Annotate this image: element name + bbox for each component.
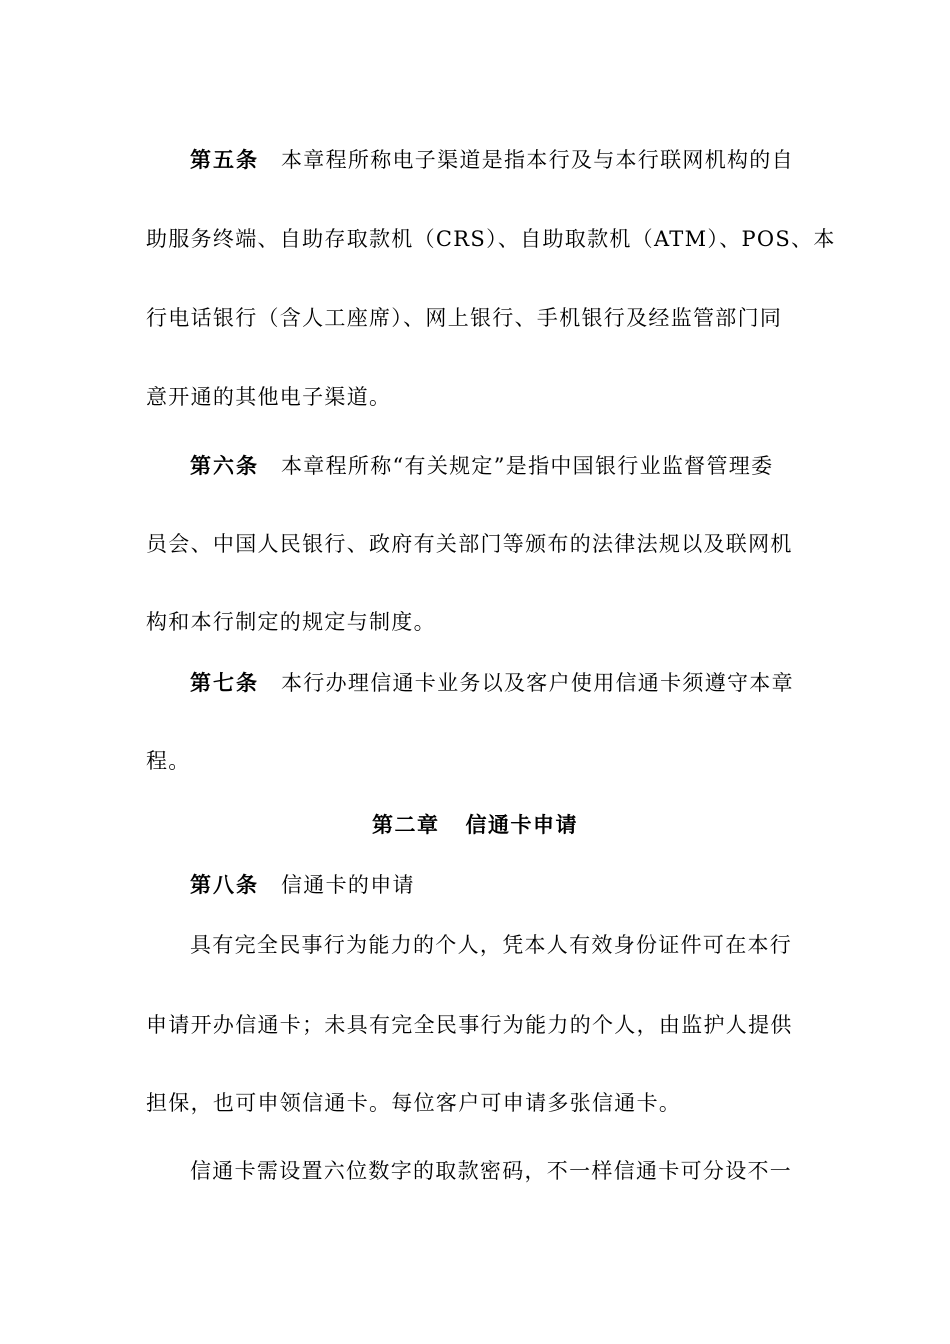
article-5-line-1 [190, 145, 794, 175]
article-7-line-1 [190, 668, 794, 698]
article-5-line-3: 行电话银行（含人工座席）、网上银行、手机银行及经监管部门同 [146, 306, 783, 330]
chapter-heading [0, 809, 950, 839]
article-5-label: 第五条 [190, 148, 259, 172]
article-8-p2-line-1: 信通卡需设置六位数字的取款密码，不一样信通卡可分设不一 [190, 1159, 793, 1183]
chapter-number: 第二章 [372, 813, 440, 837]
article-6-line-2: 员会、中国人民银行、政府有关部门等颁布的法律法规以及联网机 [146, 532, 793, 556]
article-8-p1-line-2: 申请开办信通卡；未具有完全民事行为能力的个人，由监护人提供 [146, 1013, 793, 1037]
article-5-text-1: 本章程所称电子渠道是指本行及与本行联网机构的自 [281, 148, 794, 172]
article-8-p1-line-1: 具有完全民事行为能力的个人，凭本人有效身份证件可在本行 [190, 933, 793, 957]
article-7-line-2: 程。 [146, 749, 191, 773]
article-6-text-1: 本章程所称“有关规定”是指中国银行业监督管理委 [281, 454, 774, 478]
article-5-line-4: 意开通的其他电子渠道。 [146, 385, 392, 409]
article-8-label: 第八条 [190, 873, 259, 897]
article-8-p1-line-3: 担保，也可申领信通卡。每位客户可申请多张信通卡。 [146, 1091, 682, 1115]
article-8-heading [190, 870, 415, 900]
article-6-label: 第六条 [190, 454, 259, 478]
article-5-line-2: 助服务终端、自助存取款机（CRS）、自助取款机（ATM）、POS、本 [146, 227, 836, 251]
article-8-title: 信通卡的申请 [281, 873, 415, 897]
article-6-line-1 [190, 451, 773, 481]
article-6-line-3: 构和本行制定的规定与制度。 [146, 610, 436, 634]
article-7-label: 第七条 [190, 671, 259, 695]
chapter-title: 信通卡申请 [465, 813, 578, 837]
article-7-text-1: 本行办理信通卡业务以及客户使用信通卡须遵守本章 [281, 671, 794, 695]
